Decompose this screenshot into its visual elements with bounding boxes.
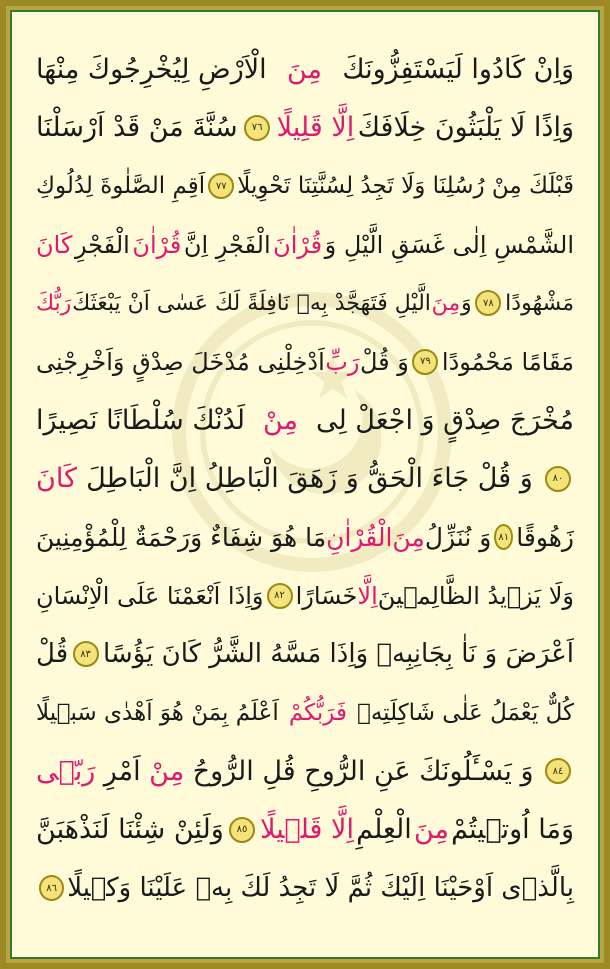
- highlighted-word: كَانَ: [36, 230, 73, 259]
- verse-line: [36, 508, 574, 567]
- verse-text: لَدُنْكَ سُلْطَانًا نَصِيرًا: [36, 404, 246, 436]
- text-panel: [10, 10, 600, 959]
- verse-text: وَ قُلْ: [360, 347, 409, 376]
- verse-text: اَقِمِ الصَّلٰوةَ لِدُلُوكِ: [36, 173, 206, 200]
- highlighted-word: مِنَ: [286, 53, 322, 85]
- verse-text: مَقَامًا مَحْمُودًا: [441, 347, 574, 376]
- verse-text: مَشْهُودًا: [505, 290, 574, 316]
- highlighted-word: رَبّ۪ى: [36, 755, 96, 787]
- verse-text: مَا هُوَ شِفَاءٌ وَرَحْمَةٌ لِلْمُؤْمِنِينَ: [36, 522, 327, 552]
- verse-line: [36, 99, 574, 158]
- verse-number-marker: ٨٣: [73, 641, 99, 667]
- verse-text: الْفَجْرِ اِنَّ: [183, 230, 271, 259]
- verse-text: مُخْرَجَ صِدْقٍ وَ اجْعَلْ لِى: [315, 404, 574, 436]
- verse-text: اَعْلَمُ بِمَنْ هُوَ اَهْدٰى سَب۪يلًا: [36, 699, 279, 726]
- verse-line: [36, 684, 574, 743]
- verse-text: وَ: [460, 290, 472, 316]
- highlighted-word: قُرْاٰنَ: [273, 230, 323, 259]
- verse-text: وَاِذَا اَنْعَمْنَا عَلَى الْاِنْسَانِ: [36, 581, 264, 610]
- verse-text: وَلَا يَز۪يدُ الظَّالِم۪ينَ: [377, 581, 574, 610]
- verse-text: قَبْلَكَ مِنْ رُسُلِنَا وَلَا تَجِدُ لِسُنَّتِنَا تَحْوِيلًا: [237, 173, 574, 200]
- highlighted-word: كَانَ: [36, 463, 77, 495]
- highlighted-word: مِنَ: [413, 814, 449, 846]
- verse-text: بِالَّذ۪ى اَوْحَيْنَا اِلَيْكَ ثُمَّ لَا تَجِدُ لَكَ بِه۪ عَلَيْنَا وَك۪يلًا: [67, 873, 574, 904]
- verse-line: [36, 742, 574, 801]
- verse-text: سُنَّةَ مَنْ قَدْ اَرْسَلْنَا: [36, 112, 238, 144]
- verse-text: وَاِنْ كَادُوا لَيَسْتَفِزُّونَكَ: [342, 53, 574, 85]
- highlighted-word: رَبُّكَ: [36, 290, 72, 316]
- verse-text: وَاِذًا لَا يَلْبَثُونَ خِلَافَكَ: [357, 112, 574, 144]
- verse-text: الْفَجْرِ: [74, 230, 130, 259]
- verse-text: اَدْخِلْنِى مُدْخَلَ صِدْقٍ وَاَخْرِجْنِى: [36, 347, 325, 376]
- frame-inner-border: [6, 6, 604, 963]
- verse-text: وَ قُلْ جَاءَ الْحَقُّ وَ زَهَقَ الْبَاطِلُ اِنَّ الْبَاطِلَ: [86, 463, 533, 495]
- highlighted-word: مِنَ: [392, 522, 425, 552]
- verse-line: [36, 567, 574, 626]
- highlighted-word: مِنَ: [431, 290, 461, 316]
- verse-line: [36, 859, 574, 918]
- verse-text: وَمَا اُوت۪يتُمْ: [451, 814, 574, 846]
- verse-number-marker: ٧٨: [475, 290, 501, 316]
- highlighted-word: مِنْ: [149, 755, 185, 787]
- verse-text: زَهُوقًا: [516, 522, 574, 552]
- verse-line: [36, 157, 574, 216]
- verse-text: وَلَئِنْ شِئْنَا لَنَذْهَبَنَّ: [36, 814, 224, 846]
- verse-number-marker: ٨٠: [545, 466, 571, 492]
- verse-text: كُلٌّ يَعْمَلُ عَلٰى شَاكِلَتِه۪: [357, 699, 574, 726]
- highlighted-word: الْقُرْاٰنِ: [326, 522, 393, 552]
- verse-text: الْعِلْمِ: [356, 814, 412, 846]
- verse-text: الْاَرْضِ لِيُخْرِجُوكَ مِنْهَا: [36, 53, 267, 85]
- verse-text: اَمْرِ: [103, 755, 141, 787]
- highlighted-word: اِلَّا قَلِيلًا: [276, 112, 355, 144]
- highlighted-word: رَبِّ: [325, 347, 360, 376]
- verse-line: [36, 333, 574, 392]
- highlighted-word: اِلَّا: [357, 581, 378, 610]
- verse-text: خَسَارًا: [295, 581, 358, 610]
- verse-number-marker: ٧٩: [412, 349, 438, 375]
- verse-line: [36, 450, 574, 509]
- verse-text: الَّيْلِ فَتَهَجَّدْ بِه۪ نَافِلَةً لَكَ عَسٰى اَنْ يَبْعَثَكَ: [72, 290, 431, 316]
- verse-text: اَعْرَضَ وَ نَاٰ بِجَانِبِه۪ وَاِذَا مَسَّهُ الشَّرُّ كَانَ يَؤُسًا: [102, 639, 574, 670]
- verse-number-marker: ٨١: [494, 524, 513, 550]
- highlighted-word: فَرَبُّكُمْ: [288, 699, 347, 726]
- verse-number-marker: ٨٢: [267, 583, 293, 609]
- verse-text: الشَّمْسِ اِلٰى غَسَقِ الَّيْلِ وَ: [324, 230, 574, 259]
- verse-number-marker: ٧٦: [244, 115, 270, 141]
- verse-number-marker: ٧٧: [208, 173, 234, 199]
- verse-line: [36, 391, 574, 450]
- verse-line: [36, 625, 574, 684]
- verse-line: [36, 216, 574, 275]
- highlighted-word: قُرْاٰنَ: [132, 230, 182, 259]
- verse-number-marker: ٨٤: [545, 758, 571, 784]
- verse-line: [36, 801, 574, 860]
- verse-number-marker: ٨٥: [229, 817, 255, 843]
- verse-number-marker: ٨٦: [39, 875, 64, 901]
- verse-text: قُلْ: [36, 639, 69, 670]
- highlighted-word: اِلَّا قَل۪يلًا: [260, 814, 354, 846]
- verse-text-block: [36, 40, 574, 939]
- verse-text: وَ نُنَزِّلُ: [424, 522, 492, 552]
- verse-line: [36, 40, 574, 99]
- verse-line: [36, 274, 574, 333]
- verse-text: وَ يَسْـَٔلُونَكَ عَنِ الرُّوحِ قُلِ الرُّوحُ: [192, 755, 534, 787]
- highlighted-word: مِنْ: [262, 404, 298, 436]
